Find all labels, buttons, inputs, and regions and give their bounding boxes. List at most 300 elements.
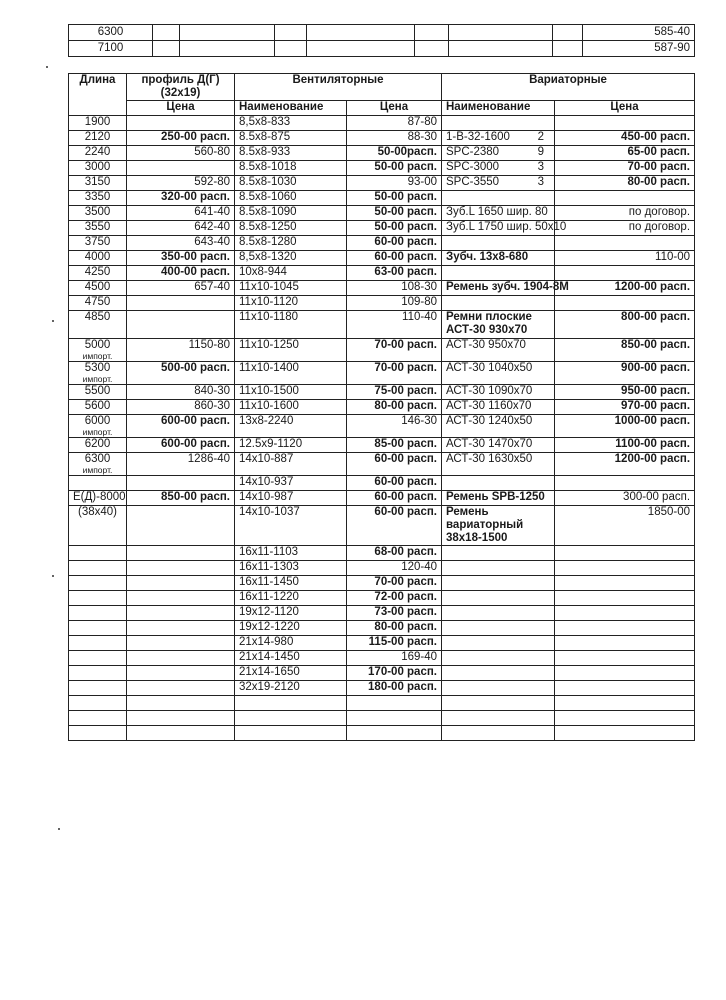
- variator-price-cell: [555, 636, 695, 651]
- ventilator-price-cell: 60-00 расп.: [347, 251, 442, 266]
- length-cell: [69, 339, 127, 362]
- variator-name-cell: [442, 591, 555, 606]
- length-cell: [69, 561, 127, 576]
- ventilator-name-cell: 14x10-937: [235, 476, 347, 491]
- ventilator-price-cell: 73-00 расп.: [347, 606, 442, 621]
- table-row: [69, 666, 695, 681]
- variator-price-cell: по договор.: [555, 221, 695, 236]
- profile-d-price-cell: 657-40: [127, 281, 235, 296]
- ventilator-name-cell: [235, 726, 347, 741]
- variator-name-cell: [442, 696, 555, 711]
- empty-cell: [307, 25, 415, 41]
- header-profile: [127, 74, 235, 101]
- profile-d-price-cell: [127, 666, 235, 681]
- variator-price-cell: [555, 236, 695, 251]
- table-row: [69, 161, 695, 176]
- variator-name-cell: [442, 206, 555, 221]
- ventilator-price-cell: 88-30: [347, 131, 442, 146]
- profile-d-price-cell: [127, 621, 235, 636]
- variator-name-cell: [442, 651, 555, 666]
- length-cell: [69, 116, 127, 131]
- variator-qty: 3: [537, 176, 544, 188]
- ventilator-name-cell: 8.5x8-1250: [235, 221, 347, 236]
- length-value: 5300: [84, 362, 111, 374]
- length-cell: [69, 362, 127, 385]
- length-cell: 6300: [69, 25, 153, 41]
- variator-name-cell: [442, 711, 555, 726]
- ventilator-name-cell: 21x14-1650: [235, 666, 347, 681]
- variator-name-cell: [442, 362, 555, 385]
- table-row: [69, 651, 695, 666]
- scan-speck: [46, 66, 48, 68]
- ventilator-price-cell: 50-00 расп.: [347, 221, 442, 236]
- variator-price-cell: 850-00 расп.: [555, 339, 695, 362]
- variator-name-cell: [442, 339, 555, 362]
- header-v-price: Цена: [347, 101, 442, 116]
- table-row: [69, 41, 695, 57]
- ventilator-price-cell: 50-00 расп.: [347, 161, 442, 176]
- length-value: 4500: [84, 281, 111, 293]
- length-cell: [69, 491, 127, 506]
- length-value: 3500: [84, 206, 111, 218]
- ventilator-price-cell: 109-80: [347, 296, 442, 311]
- ventilator-name-cell: 8,5x8-1320: [235, 251, 347, 266]
- table-row: [69, 281, 695, 296]
- length-cell: [69, 476, 127, 491]
- ventilator-name-cell: 14x10-1037: [235, 506, 347, 546]
- length-cell: [69, 591, 127, 606]
- import-note: импорт.: [82, 465, 113, 475]
- variator-price-cell: 110-00: [555, 251, 695, 266]
- table-header-row: [69, 74, 695, 101]
- ventilator-name-cell: 11x10-1045: [235, 281, 347, 296]
- variator-name: АСТ-30 1630x50: [446, 453, 533, 465]
- variator-price-cell: [555, 476, 695, 491]
- ventilator-name-cell: 16x11-1450: [235, 576, 347, 591]
- header-variator: Вариаторные: [442, 74, 695, 101]
- variator-price-cell: [555, 681, 695, 696]
- length-cell: [69, 161, 127, 176]
- ventilator-name-cell: 12.5x9-1120: [235, 438, 347, 453]
- length-cell: [69, 576, 127, 591]
- table-row: [69, 576, 695, 591]
- price-cell: 585-40: [583, 25, 695, 41]
- variator-name-cell: [442, 561, 555, 576]
- table-row: [69, 561, 695, 576]
- profile-d-price-cell: 641-40: [127, 206, 235, 221]
- ventilator-price-cell: 60-00 расп.: [347, 453, 442, 476]
- table-row: [69, 438, 695, 453]
- profile-d-price-cell: [127, 636, 235, 651]
- length-cell: [69, 453, 127, 476]
- variator-price-cell: [555, 591, 695, 606]
- profile-d-price-cell: 560-80: [127, 146, 235, 161]
- empty-cell: [180, 25, 275, 41]
- variator-price-cell: [555, 266, 695, 281]
- profile-d-price-cell: [127, 116, 235, 131]
- length-value: 3350: [84, 191, 111, 203]
- ventilator-name-cell: [235, 711, 347, 726]
- empty-cell: [553, 41, 583, 57]
- length-value: 6000: [84, 415, 111, 427]
- variator-qty: 2: [537, 131, 544, 143]
- ventilator-name-cell: [235, 696, 347, 711]
- variator-name: SPC-2380: [446, 146, 500, 158]
- variator-name: Зубч. 13x8-680: [446, 251, 529, 263]
- variator-name-cell: [442, 221, 567, 236]
- table-row: [69, 296, 695, 311]
- ventilator-price-cell: 50-00 расп.: [347, 191, 442, 206]
- variator-price-cell: [555, 116, 695, 131]
- table-row: [69, 206, 695, 221]
- ventilator-name-cell: 11x10-1250: [235, 339, 347, 362]
- profile-d-price-cell: [127, 161, 235, 176]
- ventilator-name-cell: 21x14-980: [235, 636, 347, 651]
- ventilator-name-cell: 8.5x8-1280: [235, 236, 347, 251]
- variator-price-cell: [555, 711, 695, 726]
- ventilator-name-cell: 8.5x8-1018: [235, 161, 347, 176]
- variator-name: Ремни плоские АСТ-30 930x70: [446, 311, 532, 336]
- variator-name-cell: [442, 116, 555, 131]
- ventilator-price-cell: 68-00 расп.: [347, 546, 442, 561]
- length-value: 5600: [84, 400, 111, 412]
- belt-price-table: [68, 73, 695, 741]
- ventilator-price-cell: 72-00 расп.: [347, 591, 442, 606]
- variator-price-cell: [555, 546, 695, 561]
- scan-speck: [52, 575, 54, 577]
- variator-name-cell: [442, 438, 555, 453]
- length-cell: [69, 191, 127, 206]
- variator-name-cell: [442, 726, 555, 741]
- variator-name-cell: [442, 161, 555, 176]
- length-cell: [69, 206, 127, 221]
- ventilator-price-cell: 80-00 расп.: [347, 621, 442, 636]
- length-cell: [69, 651, 127, 666]
- length-value: 3750: [84, 236, 111, 248]
- table-row: [69, 606, 695, 621]
- ventilator-price-cell: 108-30: [347, 281, 442, 296]
- variator-name-cell: [442, 621, 555, 636]
- table-row: [69, 236, 695, 251]
- profile-d-price-cell: 600-00 расп.: [127, 438, 235, 453]
- ventilator-price-cell: 85-00 расп.: [347, 438, 442, 453]
- table-row: [69, 116, 695, 131]
- variator-price-cell: [555, 666, 695, 681]
- variator-price-cell: [555, 651, 695, 666]
- table-row: [69, 339, 695, 362]
- scan-speck: [52, 320, 54, 322]
- ventilator-price-cell: 70-00 расп.: [347, 339, 442, 362]
- variator-name-cell: [442, 400, 555, 415]
- variator-name-cell: [442, 266, 555, 281]
- length-value: (38x40): [78, 506, 117, 518]
- variator-price-cell: 300-00 расп.: [555, 491, 695, 506]
- import-note: импорт.: [82, 427, 113, 437]
- ventilator-name-cell: 8,5x8-833: [235, 116, 347, 131]
- variator-name: АСТ-30 1470x70: [446, 438, 533, 450]
- variator-price-cell: [555, 576, 695, 591]
- variator-name-cell: [442, 191, 555, 206]
- profile-d-price-cell: 400-00 расп.: [127, 266, 235, 281]
- length-cell: [69, 666, 127, 681]
- variator-name-cell: [442, 666, 555, 681]
- profile-d-price-cell: 643-40: [127, 236, 235, 251]
- length-cell: [69, 251, 127, 266]
- profile-d-price-cell: 500-00 расп.: [127, 362, 235, 385]
- empty-cell: [415, 25, 449, 41]
- ventilator-name-cell: 21x14-1450: [235, 651, 347, 666]
- ventilator-name-cell: 19x12-1220: [235, 621, 347, 636]
- variator-price-cell: [555, 191, 695, 206]
- ventilator-price-cell: 50-00 расп.: [347, 206, 442, 221]
- length-value: 5500: [84, 385, 111, 397]
- variator-price-cell: 1000-00 расп.: [555, 415, 695, 438]
- variator-name-cell: [442, 476, 555, 491]
- profile-d-price-cell: 600-00 расп.: [127, 415, 235, 438]
- table-row: [69, 251, 695, 266]
- scan-speck: [58, 828, 60, 830]
- length-cell: [69, 415, 127, 438]
- header-v-name: Наименование: [235, 101, 347, 116]
- ventilator-name-cell: 14x10-887: [235, 453, 347, 476]
- profile-d-price-cell: [127, 711, 235, 726]
- table-subheader-row: [69, 101, 695, 116]
- variator-price-cell: 70-00 расп.: [555, 161, 695, 176]
- variator-name-cell: [442, 491, 555, 506]
- variator-name-cell: [442, 131, 555, 146]
- table-row: [69, 476, 695, 491]
- variator-name: SPC-3550: [446, 176, 500, 188]
- profile-d-price-cell: [127, 296, 235, 311]
- ventilator-price-cell: 80-00 расп.: [347, 400, 442, 415]
- ventilator-name-cell: 8.5x8-875: [235, 131, 347, 146]
- empty-cell: [275, 25, 307, 41]
- table-row: [69, 191, 695, 206]
- ventilator-name-cell: 16x11-1103: [235, 546, 347, 561]
- profile-d-price-cell: 840-30: [127, 385, 235, 400]
- variator-name-cell: [442, 296, 555, 311]
- length-value: 1900: [84, 116, 111, 128]
- variator-name-cell: [442, 453, 555, 476]
- variator-price-cell: 450-00 расп.: [555, 131, 695, 146]
- variator-price-cell: 900-00 расп.: [555, 362, 695, 385]
- variator-name-cell: [442, 146, 555, 161]
- table-row: [69, 711, 695, 726]
- table-row: [69, 385, 695, 400]
- length-cell: [69, 146, 127, 161]
- ventilator-name-cell: 11x10-1600: [235, 400, 347, 415]
- variator-qty: 3: [537, 161, 544, 173]
- variator-price-cell: 1100-00 расп.: [555, 438, 695, 453]
- table-row: [69, 591, 695, 606]
- length-cell: [69, 400, 127, 415]
- table-row: [69, 681, 695, 696]
- header-profile-title: профиль Д(Г): [141, 74, 220, 86]
- length-value: 6300: [84, 453, 111, 465]
- profile-d-price-cell: 320-00 расп.: [127, 191, 235, 206]
- variator-price-cell: 1200-00 расп.: [555, 281, 695, 296]
- variator-name: АСТ-30 1240x50: [446, 415, 533, 427]
- ventilator-name-cell: 11x10-1180: [235, 311, 347, 339]
- ventilator-price-cell: 87-80: [347, 116, 442, 131]
- empty-cell: [153, 41, 180, 57]
- profile-d-price-cell: 1286-40: [127, 453, 235, 476]
- length-cell: [69, 438, 127, 453]
- ventilator-price-cell: 60-00 расп.: [347, 476, 442, 491]
- profile-d-price-cell: 860-30: [127, 400, 235, 415]
- ventilator-price-cell: 180-00 расп.: [347, 681, 442, 696]
- table-row: [69, 362, 695, 385]
- import-note: импорт.: [82, 374, 113, 384]
- ventilator-price-cell: 70-00 расп.: [347, 576, 442, 591]
- variator-name-cell: [442, 281, 569, 296]
- ventilator-price-cell: [347, 726, 442, 741]
- profile-d-price-cell: [127, 681, 235, 696]
- profile-d-price-cell: 350-00 расп.: [127, 251, 235, 266]
- ventilator-name-cell: 16x11-1220: [235, 591, 347, 606]
- empty-cell: [153, 25, 180, 41]
- header-profile-size: (32x19): [160, 87, 201, 99]
- variator-price-cell: [555, 696, 695, 711]
- variator-name: АСТ-30 950x70: [446, 339, 526, 351]
- variator-name-cell: [442, 251, 555, 266]
- table-row: [69, 726, 695, 741]
- length-cell: [69, 696, 127, 711]
- profile-d-price-cell: 250-00 расп.: [127, 131, 235, 146]
- variator-name: Ремень вариаторный 38x18-1500: [446, 506, 524, 544]
- ventilator-name-cell: 10x8-944: [235, 266, 347, 281]
- table-row: [69, 176, 695, 191]
- empty-cell: [275, 41, 307, 57]
- profile-d-price-cell: 592-80: [127, 176, 235, 191]
- ventilator-name-cell: 13x8-2240: [235, 415, 347, 438]
- variator-price-cell: 800-00 расп.: [555, 311, 695, 339]
- ventilator-name-cell: 8.5x8-933: [235, 146, 347, 161]
- ventilator-price-cell: 93-00: [347, 176, 442, 191]
- header-var-price: Цена: [555, 101, 695, 116]
- variator-price-cell: 80-00 расп.: [555, 176, 695, 191]
- variator-price-cell: 970-00 расп.: [555, 400, 695, 415]
- variator-qty: 9: [537, 146, 544, 158]
- ventilator-name-cell: 19x12-1120: [235, 606, 347, 621]
- length-cell: [69, 621, 127, 636]
- ventilator-name-cell: 16x11-1303: [235, 561, 347, 576]
- empty-cell: [180, 41, 275, 57]
- profile-d-price-cell: [127, 476, 235, 491]
- profile-d-price-cell: [127, 311, 235, 339]
- variator-price-cell: [555, 606, 695, 621]
- variator-name: SPC-3000: [446, 161, 500, 173]
- variator-name: Ремень SPB-1250: [446, 491, 545, 503]
- header-length: Длина: [69, 74, 127, 116]
- variator-price-cell: [555, 726, 695, 741]
- length-value: 4000: [84, 251, 111, 263]
- price-cell: 587-90: [583, 41, 695, 57]
- variator-price-cell: [555, 296, 695, 311]
- ventilator-name-cell: 8.5x8-1030: [235, 176, 347, 191]
- variator-name: Ремень зубч. 1904-8M: [446, 281, 569, 293]
- length-value: 3550: [84, 221, 111, 233]
- ventilator-price-cell: 50-00расп.: [347, 146, 442, 161]
- ventilator-price-cell: [347, 711, 442, 726]
- ventilator-name-cell: 11x10-1500: [235, 385, 347, 400]
- ventilator-price-cell: 60-00 расп.: [347, 506, 442, 546]
- length-value: Е(Д)-8000: [73, 491, 126, 503]
- profile-d-price-cell: [127, 546, 235, 561]
- length-value: 2120: [84, 131, 111, 143]
- length-cell: [69, 221, 127, 236]
- ventilator-price-cell: 146-30: [347, 415, 442, 438]
- variator-price-cell: [555, 621, 695, 636]
- ventilator-price-cell: 115-00 расп.: [347, 636, 442, 651]
- ventilator-name-cell: 8.5x8-1090: [235, 206, 347, 221]
- profile-d-price-cell: 1150-80: [127, 339, 235, 362]
- empty-cell: [553, 25, 583, 41]
- length-value: 6200: [84, 438, 111, 450]
- variator-name-cell: [442, 681, 555, 696]
- table-row: [69, 636, 695, 651]
- ventilator-price-cell: 75-00 расп.: [347, 385, 442, 400]
- table-row: [69, 400, 695, 415]
- length-cell: [69, 266, 127, 281]
- table-row: [69, 491, 695, 506]
- table-row: [69, 506, 695, 546]
- length-cell: [69, 296, 127, 311]
- table-row: [69, 131, 695, 146]
- length-cell: [69, 236, 127, 251]
- variator-name: Зуб.L 1650 шир. 80: [446, 206, 548, 218]
- table-row: [69, 311, 695, 339]
- length-value: 4850: [84, 311, 111, 323]
- continued-price-table: [68, 24, 695, 57]
- profile-d-price-cell: [127, 506, 235, 546]
- profile-d-price-cell: [127, 576, 235, 591]
- ventilator-price-cell: 63-00 расп.: [347, 266, 442, 281]
- table-row: [69, 221, 695, 236]
- ventilator-price-cell: 70-00 расп.: [347, 362, 442, 385]
- ventilator-price-cell: 170-00 расп.: [347, 666, 442, 681]
- empty-cell: [415, 41, 449, 57]
- header-var-name: Наименование: [442, 101, 555, 116]
- profile-d-price-cell: [127, 651, 235, 666]
- ventilator-name-cell: 11x10-1400: [235, 362, 347, 385]
- length-value: 4250: [84, 266, 111, 278]
- profile-d-price-cell: [127, 591, 235, 606]
- table-row: [69, 546, 695, 561]
- variator-name-cell: [442, 506, 555, 546]
- table-row: [69, 621, 695, 636]
- variator-name-cell: [442, 236, 555, 251]
- variator-name: АСТ-30 1160x70: [446, 400, 532, 412]
- variator-name: АСТ-30 1090x70: [446, 385, 533, 397]
- variator-price-cell: 1200-00 расп.: [555, 453, 695, 476]
- ventilator-name-cell: 32x19-2120: [235, 681, 347, 696]
- variator-price-cell: 1850-00: [555, 506, 695, 546]
- variator-price-cell: 950-00 расп.: [555, 385, 695, 400]
- variator-name-cell: [442, 385, 555, 400]
- table-row: [69, 146, 695, 161]
- ventilator-name-cell: 11x10-1120: [235, 296, 347, 311]
- ventilator-name-cell: 8.5x8-1060: [235, 191, 347, 206]
- table-row: [69, 696, 695, 711]
- ventilator-price-cell: 110-40: [347, 311, 442, 339]
- length-value: 3150: [84, 176, 111, 188]
- length-cell: 7100: [69, 41, 153, 57]
- profile-d-price-cell: [127, 561, 235, 576]
- variator-name: 1-В-32-1600: [446, 131, 510, 143]
- table-row: [69, 453, 695, 476]
- ventilator-price-cell: [347, 696, 442, 711]
